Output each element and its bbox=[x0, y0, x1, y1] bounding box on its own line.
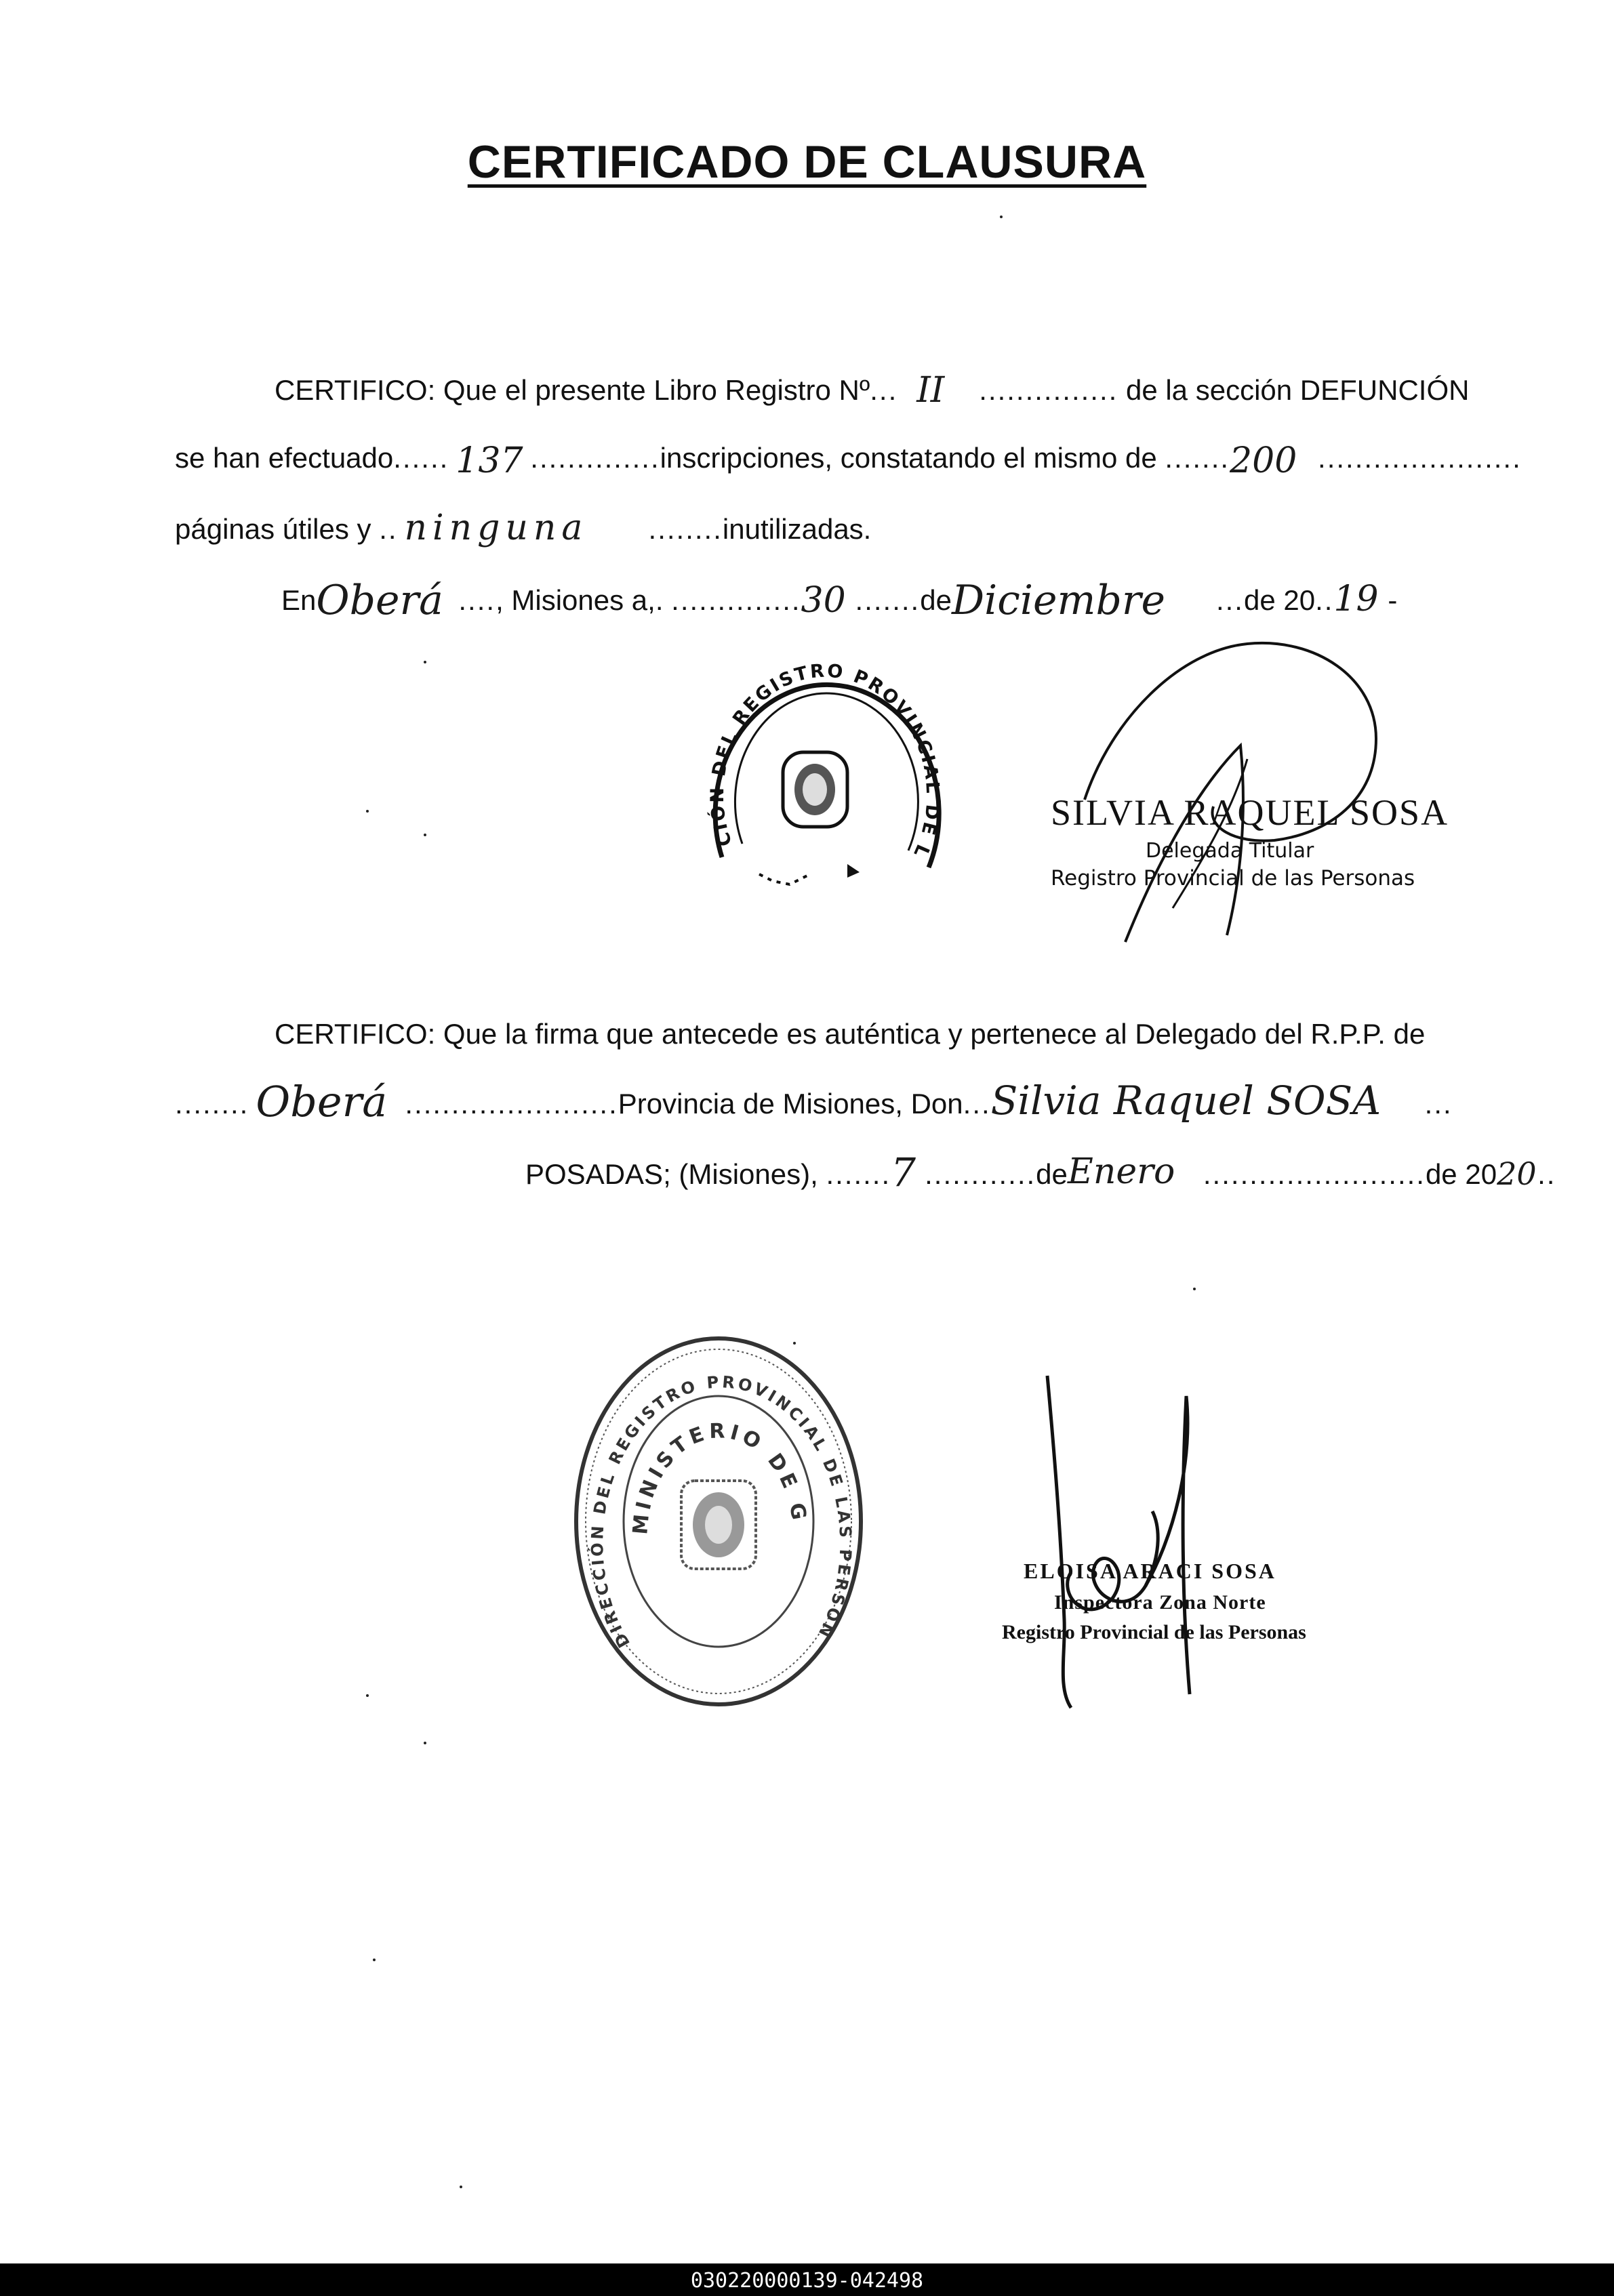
dots: ...................... bbox=[1318, 442, 1522, 474]
official-seal-2 bbox=[569, 1332, 868, 1711]
cert1-line2-prefix: se han efectuado bbox=[175, 442, 394, 474]
dots: .... bbox=[458, 584, 496, 616]
seal-2-graphic bbox=[569, 1332, 868, 1711]
book-number-handwritten: II bbox=[916, 370, 945, 411]
scan-speck bbox=[424, 1742, 426, 1744]
dots: .. bbox=[1315, 584, 1334, 616]
svg-text:DIRECCIÓN DEL REGISTRO PROVINC bbox=[569, 1332, 855, 1651]
dots: ... bbox=[1424, 1088, 1453, 1120]
cert1-year-label: de 20 bbox=[1243, 584, 1316, 616]
seal-2-outer-text: DIRECCIÓN DEL REGISTRO PROVINCIAL DE LAS PERSON bbox=[588, 1372, 855, 1652]
scan-speck bbox=[424, 661, 426, 663]
unused-pages-handwritten: ninguna bbox=[404, 508, 588, 548]
cert1-de-label: de bbox=[920, 584, 952, 616]
cert1-line2 bbox=[175, 440, 1522, 481]
scan-speck bbox=[366, 810, 369, 813]
cert2-line2-mid: Provincia de Misiones, Don bbox=[618, 1088, 963, 1120]
scan-speck bbox=[793, 1342, 796, 1345]
dots: ........................ bbox=[1203, 1158, 1426, 1190]
cert1-line4 bbox=[281, 577, 1398, 624]
scan-speck bbox=[373, 1959, 376, 1961]
dots: .............. bbox=[530, 442, 660, 474]
cert1-line4-tail: - bbox=[1388, 584, 1398, 616]
dots: ... bbox=[963, 1088, 991, 1120]
dots: ...... bbox=[393, 442, 449, 474]
dots: ....... bbox=[855, 584, 921, 616]
scan-speck bbox=[366, 1694, 369, 1697]
cert1-line1-prefix: CERTIFICO: Que el presente Libro Registro Nº bbox=[275, 374, 870, 406]
cert2-month-handwritten: Enero bbox=[1067, 1151, 1175, 1192]
cert2-year-handwritten: 20 bbox=[1497, 1155, 1537, 1192]
document-title: CERTIFICADO DE CLAUSURA bbox=[467, 136, 1147, 188]
cert1-line3 bbox=[175, 508, 872, 548]
dots: ............ bbox=[925, 1158, 1036, 1190]
seal-1-arc-text: CIÓN DEL REGISTRO PROVINCIAL DE L bbox=[706, 660, 944, 863]
cert2-name-handwritten: Silvia Raquel SOSA bbox=[990, 1078, 1381, 1124]
signatory-2-name: ELOISA ARACI SOSA bbox=[1024, 1559, 1276, 1583]
cert1-line4-mid: , Misiones a,. bbox=[496, 584, 672, 616]
dots: ........ bbox=[175, 1088, 249, 1120]
cert1-line1-suffix: de la sección DEFUNCIÓN bbox=[1118, 374, 1470, 406]
scan-speck bbox=[460, 2186, 462, 2188]
dots: ....... bbox=[826, 1158, 891, 1190]
scan-speck bbox=[424, 834, 426, 836]
year-handwritten: 19 bbox=[1333, 579, 1379, 619]
cert2-line3-prefix: POSADAS; (Misiones), bbox=[525, 1158, 826, 1190]
signatory-1-role: Delegada Titular bbox=[1146, 839, 1314, 863]
cert1-line3-prefix: páginas útiles y bbox=[175, 513, 380, 545]
dots: ... bbox=[870, 374, 898, 406]
dots: ............... bbox=[979, 374, 1118, 406]
dots: .. bbox=[1537, 1158, 1556, 1190]
signatory-2-role: Inspectora Zona Norte bbox=[1054, 1591, 1266, 1614]
inscriptions-handwritten: 137 bbox=[456, 440, 523, 481]
dots: ....................... bbox=[405, 1088, 618, 1120]
scan-speck bbox=[1000, 216, 1003, 218]
cert2-de-label: de bbox=[1036, 1158, 1068, 1190]
cert2-place-handwritten: Oberá bbox=[256, 1077, 388, 1126]
official-seal-1 bbox=[691, 640, 963, 911]
dots: ....... bbox=[1165, 442, 1230, 474]
cert1-line1 bbox=[275, 370, 1470, 411]
cert2-line2 bbox=[175, 1077, 1453, 1126]
seal-2-inner-text: MINISTERIO DE G bbox=[628, 1419, 811, 1536]
pages-handwritten: 200 bbox=[1230, 440, 1297, 481]
day-handwritten: 30 bbox=[801, 580, 846, 621]
dots: ... bbox=[1215, 584, 1244, 616]
dots: .............. bbox=[671, 584, 801, 616]
place-handwritten: Oberá bbox=[316, 577, 443, 624]
cert2-line3 bbox=[525, 1149, 1556, 1195]
signatory-1-org: Registro Provincial de las Personas bbox=[1051, 866, 1415, 890]
cert2-day-handwritten: 7 bbox=[891, 1149, 916, 1195]
dots: .. bbox=[379, 513, 398, 545]
scan-speck bbox=[1193, 1288, 1196, 1290]
handwritten-signature-2-icon bbox=[1017, 1369, 1247, 1721]
cert1-place-label: En bbox=[281, 584, 317, 616]
signatory-2-org: Registro Provincial de las Personas bbox=[1002, 1621, 1306, 1643]
cert1-line2-mid: inscripciones, constatando el mismo de bbox=[660, 442, 1165, 474]
dots: ........ bbox=[648, 513, 723, 545]
cert2-year-label: de 20 bbox=[1425, 1158, 1497, 1190]
signatory-1-name: SILVIA RAQUEL SOSA bbox=[1051, 792, 1449, 833]
cert2-line1: CERTIFICO: Que la firma que antecede es auténtica y pertenece al Delegado del R.P.P. de bbox=[275, 1018, 1426, 1050]
month-handwritten: Diciembre bbox=[951, 577, 1166, 624]
cert1-line3-suffix: inutilizadas. bbox=[722, 513, 872, 545]
signature-2-scribble bbox=[1017, 1369, 1247, 1721]
document-barcode-number: 030220000139-042498 bbox=[690, 2269, 924, 2293]
seal-1-graphic bbox=[691, 640, 963, 911]
